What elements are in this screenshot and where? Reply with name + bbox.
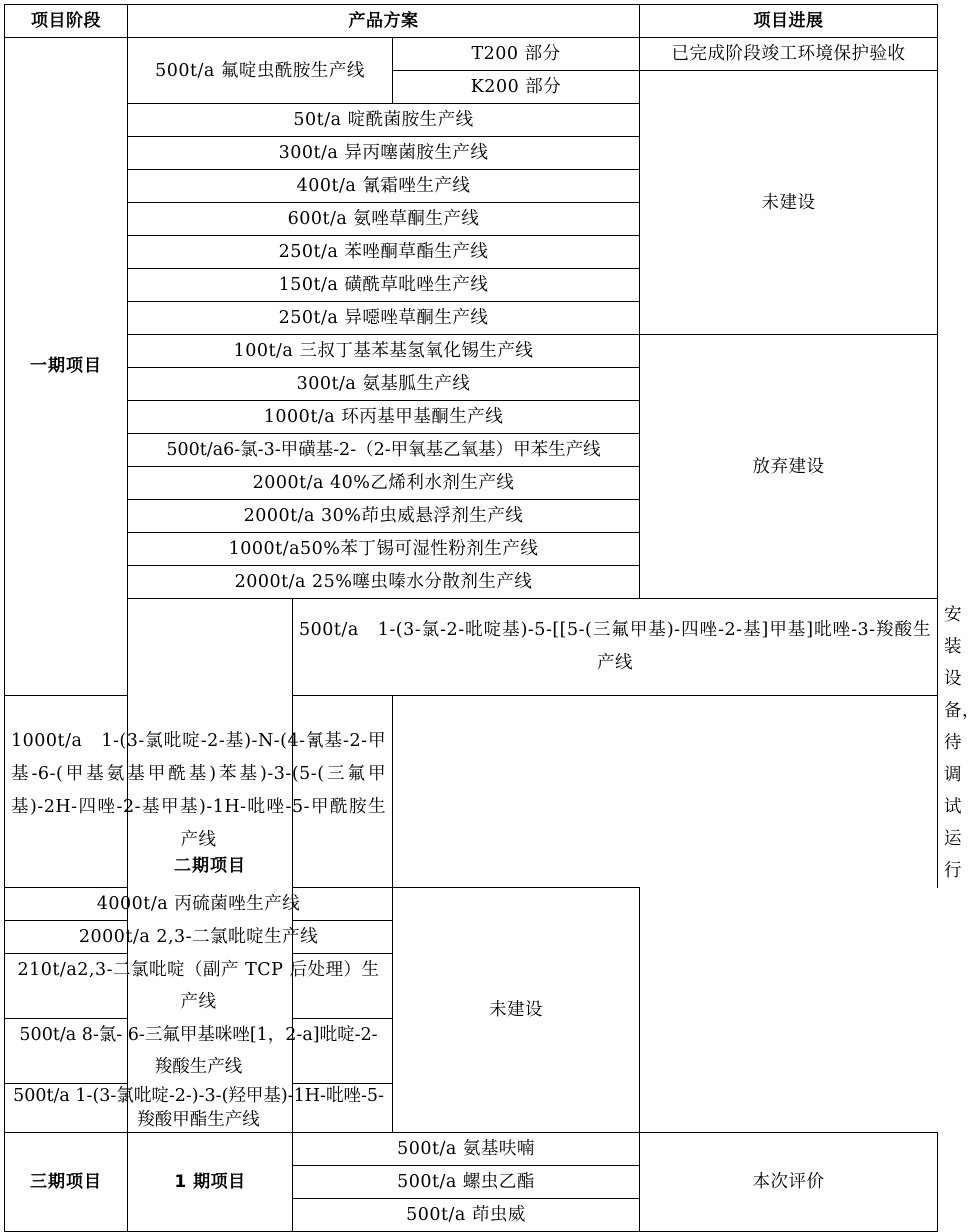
product-cell: 400t/a 氰霜唑生产线: [128, 170, 640, 203]
product-cell: 2000t/a 2,3-二氯吡啶生产线: [5, 921, 393, 954]
product-cell: 1000t/a50%苯丁锡可湿性粉剂生产线: [128, 533, 640, 566]
product-cell: 2000t/a 30%茚虫威悬浮剂生产线: [128, 500, 640, 533]
product-cell: 2000t/a 25%噻虫嗪水分散剂生产线: [128, 566, 640, 599]
product-cell: 100t/a 三叔丁基苯基氢氧化锡生产线: [128, 335, 640, 368]
phase1-k200: K200 部分: [393, 71, 640, 104]
phase1-status-done: 已完成阶段竣工环境保护验收: [640, 38, 938, 71]
table-row: 二期项目 500t/a 1-(3-氯-2-吡啶基)-5-[[5-(三氟甲基)-四唑-2-基]甲基]吡唑-3-羧酸生产线 安装设备，待调试运行: [5, 599, 938, 696]
phase2-status-unbuilt: 未建设: [393, 888, 640, 1133]
product-cell: 500t/a 8-氯- 6-三氟甲基咪唑[1，2-a]吡啶-2-羧酸生产线: [5, 1019, 393, 1084]
header-product: 产品方案: [128, 5, 640, 38]
product-cell: 500t/a 1-(3-氯-2-吡啶基)-5-[[5-(三氟甲基)-四唑-2-基]甲基]吡唑-3-羧酸生产线: [293, 599, 938, 696]
table-row: [5, 1133, 938, 1166]
product-cell: 300t/a 氨基胍生产线: [128, 368, 640, 401]
product-cell: 500t/a 氨基呋喃: [293, 1133, 640, 1166]
product-cell: 150t/a 磺酰草吡唑生产线: [128, 269, 640, 302]
product-cell: 600t/a 氨唑草酮生产线: [128, 203, 640, 236]
phase1-t200: T200 部分: [393, 38, 640, 71]
table-row: [5, 888, 938, 921]
table-row: [5, 695, 938, 887]
phase1-status-abandoned: 放弃建设: [640, 335, 938, 599]
product-cell: 300t/a 异丙噻菌胺生产线: [128, 137, 640, 170]
product-cell: 250t/a 异噁唑草酮生产线: [128, 302, 640, 335]
header-row: [5, 5, 938, 38]
project-table: [4, 4, 980, 1232]
product-cell: 250t/a 苯唑酮草酯生产线: [128, 236, 640, 269]
table-row: [5, 335, 938, 368]
product-cell: 2000t/a 40%乙烯利水剂生产线: [128, 467, 640, 500]
product-cell: 500t/a 茚虫威: [293, 1199, 640, 1232]
phase2-label: 二期项目: [128, 599, 293, 1133]
phase1-fluorine-line: 500t/a 氟啶虫酰胺生产线: [128, 38, 393, 104]
phase3-status: 本次评价: [640, 1133, 938, 1232]
product-cell: 4000t/a 丙硫菌唑生产线: [5, 888, 393, 921]
phase3-label: 三期项目: [5, 1133, 128, 1232]
product-cell: 210t/a2,3-二氯吡啶（副产 TCP 后处理）生产线: [5, 954, 393, 1019]
header-progress: 项目进展: [640, 5, 938, 38]
table-row: [5, 38, 938, 71]
phase1-status-unbuilt: 未建设: [640, 71, 938, 335]
header-stage: 项目阶段: [5, 5, 128, 38]
product-cell: 1000t/a 1-(3-氯吡啶-2-基)-N-(4-氰基-2-甲基-6-(甲基氨基甲酰基)苯基)-3-(5-(三氟甲基)-2H-四唑-2-基甲基)-1H-吡唑-5-甲酰胺生产线: [5, 695, 393, 887]
product-cell: 50t/a 啶酰菌胺生产线: [128, 104, 640, 137]
phase3-sub-label: 1 期项目: [128, 1133, 293, 1232]
phase1-label: 一期项目: [5, 38, 128, 696]
product-cell: 1000t/a 环丙基甲基酮生产线: [128, 401, 640, 434]
product-cell: 500t/a 1-(3-氯吡啶-2-)-3-(羟甲基)-1H-吡唑-5-羧酸甲酯生产线: [5, 1084, 393, 1133]
product-cell: 500t/a 螺虫乙酯: [293, 1166, 640, 1199]
product-cell: 500t/a6-氯-3-甲磺基-2-（2-甲氧基乙氧基）甲苯生产线: [128, 434, 640, 467]
